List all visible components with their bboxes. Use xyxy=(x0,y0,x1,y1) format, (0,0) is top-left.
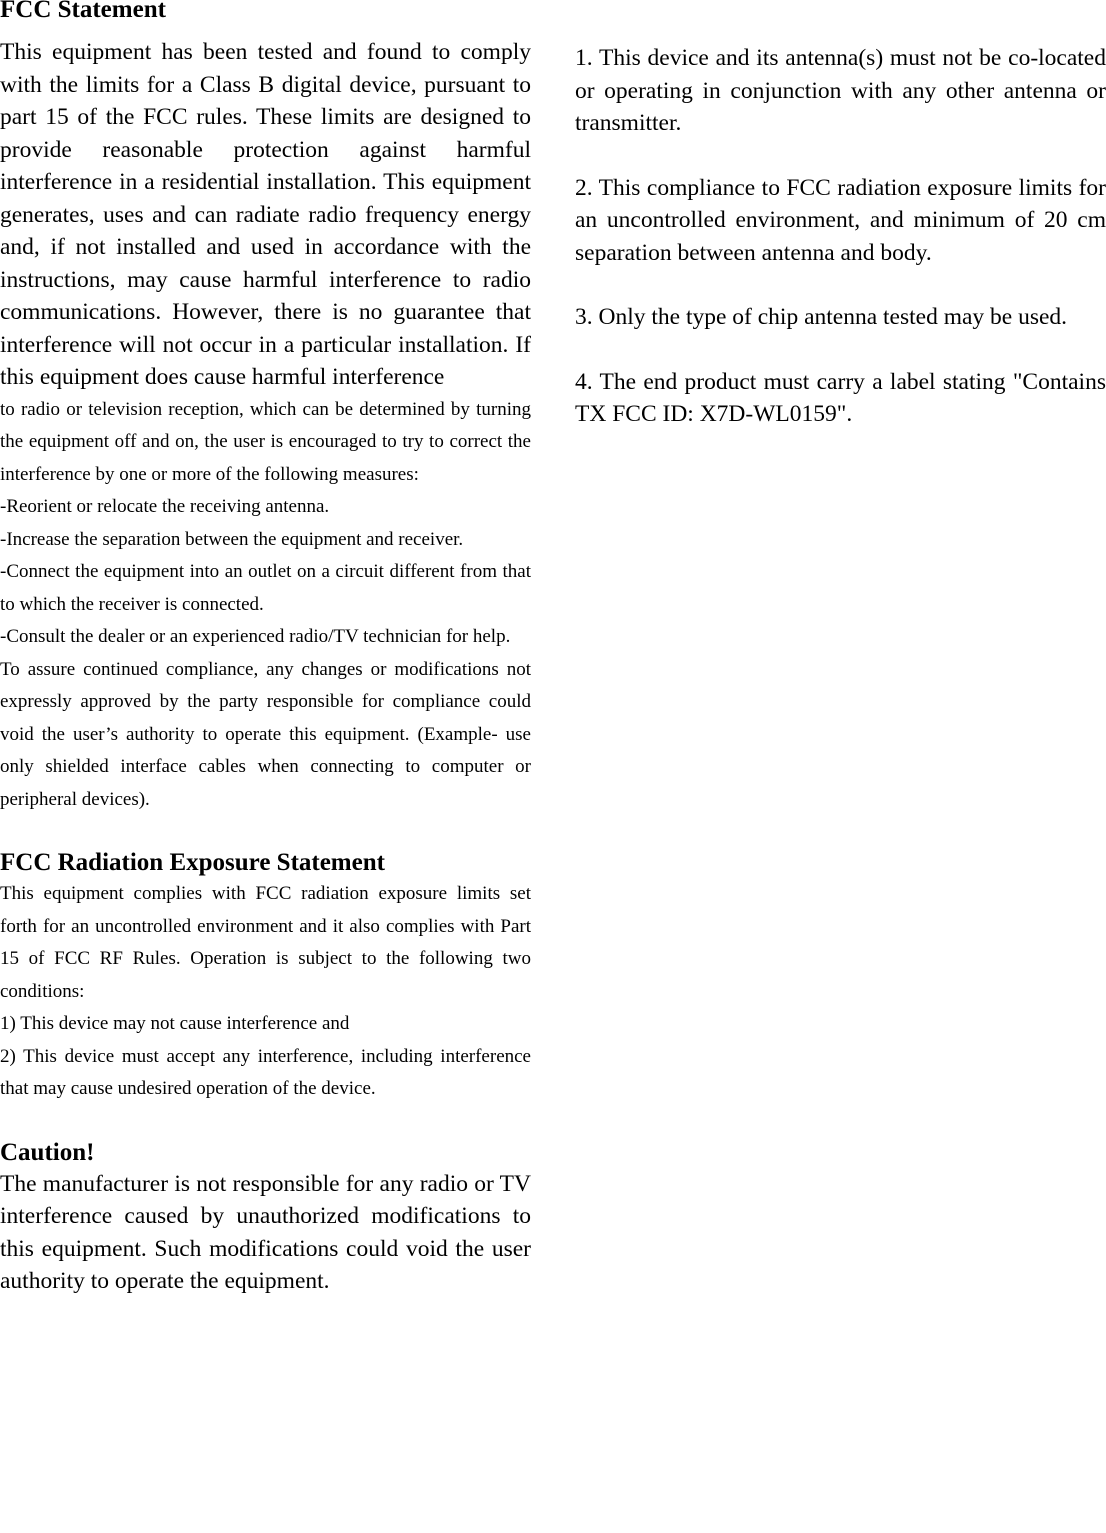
measure-item: -Reorient or relocate the receiving antenna. xyxy=(0,496,330,517)
condition-item: 2) This device must accept any interference, including interference that may cause undesired operation of the device. xyxy=(0,1045,531,1099)
fcc-continuation-paragraph: to radio or television reception, which can be determined by turning the equipment off and on, the user is encouraged to try to correct the interference by one or more of the following measures: xyxy=(0,398,531,485)
measure-item: -Increase the separation between the equipment and receiver. xyxy=(0,528,464,550)
compliance-note: To assure continued compliance, any changes or modifications not expressly approved by the party responsible for compliance could void the user’s authority to operate this equipment. (Example- use only shielded interface cables when connecting to computer or peripheral devices). xyxy=(0,658,531,810)
measure-item: -Consult the dealer or an experienced radio/TV technician for help. xyxy=(0,626,511,647)
condition-item: 1) This device may not cause interference and xyxy=(0,1013,350,1034)
right-column xyxy=(575,0,1106,431)
caution-body: The manufacturer is not responsible for any radio or TV interference caused by unauthorized modifications to this equipment. Such modifications could void the user authority to operate the equipment. xyxy=(0,1170,531,1294)
fcc-statement-title: FCC Statement xyxy=(0,0,166,23)
module-condition-2: 2. This compliance to FCC radiation exposure limits for an uncontrolled environment, and minimum of 20 cm separation between antenna and body. xyxy=(575,174,1106,266)
module-condition-1: 1. This device and its antenna(s) must not be co-located or operating in conjunction with any other antenna or transmitter. xyxy=(575,45,1106,136)
radiation-exposure-body: This equipment complies with FCC radiation exposure limits set forth for an uncontrolled environment and it also complies with Part 15 of FCC RF Rules. Operation is subject to the following two conditions: xyxy=(0,883,531,1002)
fcc-intro-paragraph: This equipment has been tested and found to comply with the limits for a Class B digital device, pursuant to part 15 of the FCC rules. These limits are designed to provide reasonable protection against harmful interference in a residential installation. This equipment generates, uses and can radiate radio frequency energy and, if not installed and used in accordance with the instructions, may cause harmful interference to radio communications. However, there is no guarantee that interference will not occur in a particular installation. If this equipment does cause harmful interference xyxy=(0,39,531,390)
module-condition-3: 3. Only the type of chip antenna tested may be used. xyxy=(575,304,1068,330)
radiation-exposure-title: FCC Radiation Exposure Statement xyxy=(0,849,385,876)
measure-item: -Connect the equipment into an outlet on a circuit different from that to which the receiver is connected. xyxy=(0,561,531,615)
module-condition-4: 4. The end product must carry a label stating "Contains TX FCC ID: X7D-WL0159". xyxy=(575,368,1106,427)
left-column xyxy=(0,0,531,1298)
caution-title: Caution! xyxy=(0,1138,95,1166)
